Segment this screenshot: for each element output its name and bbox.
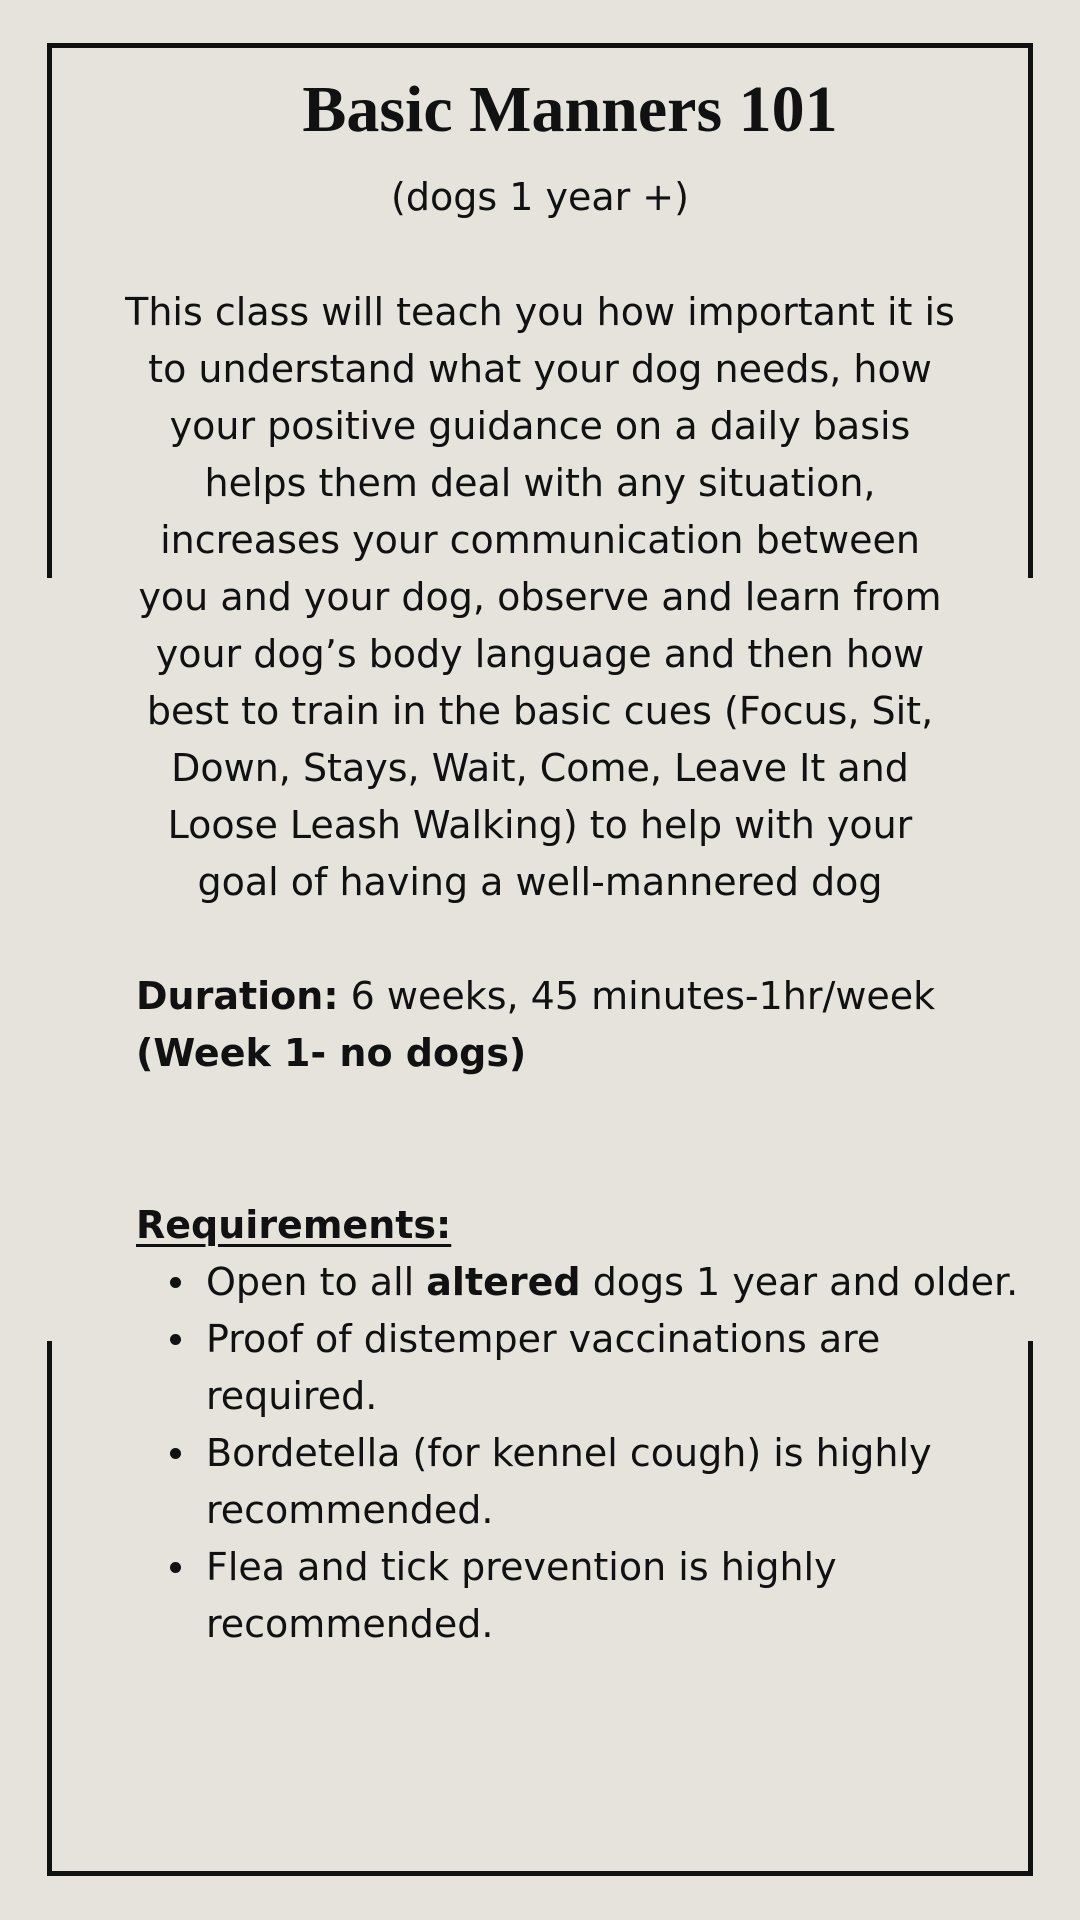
requirement-text: Proof of distemper vaccinations are required. [206, 1317, 881, 1418]
requirement-item [206, 1539, 1026, 1653]
duration-value: 6 weeks, 45 minutes-1hr/week [338, 974, 936, 1018]
frame-right-lower-border [1028, 1341, 1033, 1876]
requirement-text: Flea and tick prevention is highly recommended. [206, 1545, 837, 1646]
requirement-text-before: Open to all [206, 1260, 427, 1304]
frame-left-lower-border [47, 1341, 52, 1876]
requirement-text: Bordetella (for kennel cough) is highly recommended. [206, 1431, 932, 1532]
page-title: Basic Manners 101 [302, 73, 838, 146]
duration-section [136, 968, 1016, 1082]
class-description: This class will teach you how important it is to understand what your dog needs, how your positive guidance on a daily basis helps them deal with any situation, increases your communication between you and your dog, observe and learn from your dog’s body language and then how best to train in the basic cues (Focus, Sit, Down, Stays, Wait, Come, Leave It and Loose Leash Walking) to help with your goal of having a well-mannered dog [125, 290, 955, 904]
requirements-heading: Requirements: [136, 1203, 452, 1247]
duration-line [136, 968, 1016, 1025]
requirement-item [206, 1425, 1026, 1539]
bullet-icon [170, 1277, 181, 1288]
duration-label: Duration: [136, 974, 339, 1018]
requirement-text-emphasis: altered [426, 1260, 581, 1304]
frame-top-border [47, 43, 1033, 48]
frame-left-upper-border [47, 43, 52, 578]
frame-right-upper-border [1028, 43, 1033, 578]
bullet-icon [170, 1448, 181, 1459]
requirements-list [136, 1254, 1026, 1653]
bullet-icon [170, 1334, 181, 1345]
requirement-text-after: dogs 1 year and older. [580, 1260, 1019, 1304]
age-subtitle: (dogs 1 year +) [391, 175, 689, 219]
duration-note: (Week 1- no dogs) [136, 1031, 527, 1075]
requirement-item [206, 1311, 1026, 1425]
requirement-item [206, 1254, 1026, 1311]
bullet-icon [170, 1562, 181, 1573]
frame-bottom-border [47, 1871, 1033, 1876]
